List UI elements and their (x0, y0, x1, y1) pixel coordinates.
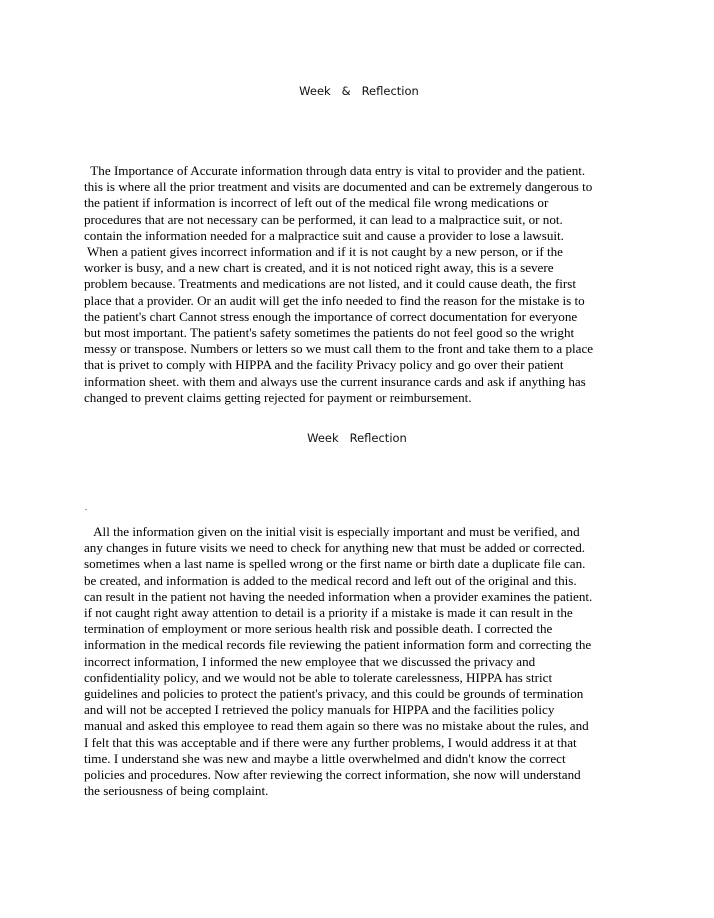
stray-mark: . (85, 503, 87, 512)
text-line: the patient's chart Cannot stress enough the importance of correct documentation for everyone (84, 308, 578, 324)
text-line: confidentiality policy, and we would not be able to tolerate carelessness, HIPPA has strict (84, 669, 553, 685)
text-line: but most important. The patient's safety sometimes the patients do not feel good so the wright (84, 325, 575, 341)
section-heading-week-reflection: Week Reflection (307, 431, 407, 445)
text-line: be created, and information is added to the medical record and left out of the original and this. (84, 572, 577, 588)
text-line: can result in the patient not having the needed information when a provider examines the patient. (84, 588, 593, 604)
text-line: termination of employment or more serious health risk and possible death. I corrected the (84, 621, 553, 637)
text-line: When a patient gives incorrect information and if it is not caught by a new person, or if the (84, 244, 563, 260)
text-line: incorrect information, I informed the new employee that we discussed the privacy and (84, 653, 536, 669)
text-line: All the information given on the initial visit is especially important and must be verified, and (84, 524, 580, 539)
text-line: the patient if information is incorrect of left out of the medical file wrong medications or (84, 195, 549, 211)
text-line: if not caught right away attention to detail is a priority if a mistake is made it can result in the (84, 605, 573, 621)
text-line: and will not be accepted I retrieved the policy manuals for HIPPA and the facilities policy (84, 702, 555, 718)
text-line: policies and procedures. Now after reviewing the correct information, she now will understand (84, 767, 581, 783)
text-line: problem because. Treatments and medications are not listed, and it could cause death, the first (84, 276, 576, 292)
text-line: changed to prevent claims getting rejected for payment or reimbursement. (84, 389, 472, 405)
page-heading-week-reflection: Week & Reflection (299, 84, 419, 98)
text-line: messy or transpose. Numbers or letters so we must call them to the front and take them to a place (84, 341, 594, 357)
text-line: I felt that this was acceptable and if there were any further problems, I would address it at that (84, 734, 577, 750)
text-line: information sheet. with them and always use the current insurance cards and ask if anything has (84, 373, 586, 389)
text-line: guidelines and policies to protect the patient's privacy, and this could be grounds of termination (84, 686, 584, 702)
text-line: place that a provider. Or an audit will get the info needed to find the reason for the mistake is to (84, 292, 585, 308)
text-line: The Importance of Accurate information through data entry is vital to provider and the patient. (84, 163, 586, 178)
text-line: worker is busy, and a new chart is created, and it is not noticed right away, this is a severe (84, 260, 554, 276)
reflection-paragraph-1 (84, 163, 644, 406)
text-line: this is where all the prior treatment and visits are documented and can be extremely dangerous to (84, 179, 593, 195)
text-line: time. I understand she was new and maybe a little overwhelmed and didn't know the correct (84, 750, 566, 766)
text-line: procedures that are not necessary can be performed, it can lead to a malpractice suit, or not. (84, 211, 563, 227)
text-line: the seriousness of being complaint. (84, 783, 269, 799)
text-line: contain the information needed for a malpractice suit and cause a provider to lose a lawsuit. (84, 227, 564, 243)
text-line: information in the medical records file reviewing the patient information form and correcting the (84, 637, 592, 653)
text-line: sometimes when a last name is spelled wrong or the first name or birth date a duplicate file can. (84, 556, 586, 572)
text-line: that is privet to comply with HIPPA and the facility Privacy policy and go over their patient (84, 357, 564, 373)
text-line: any changes in future visits we need to check for anything new that must be added or corrected. (84, 540, 586, 556)
text-line: manual and asked this employee to read them again so there was no mistake about the rules, and (84, 718, 589, 734)
reflection-paragraph-2 (84, 524, 644, 799)
